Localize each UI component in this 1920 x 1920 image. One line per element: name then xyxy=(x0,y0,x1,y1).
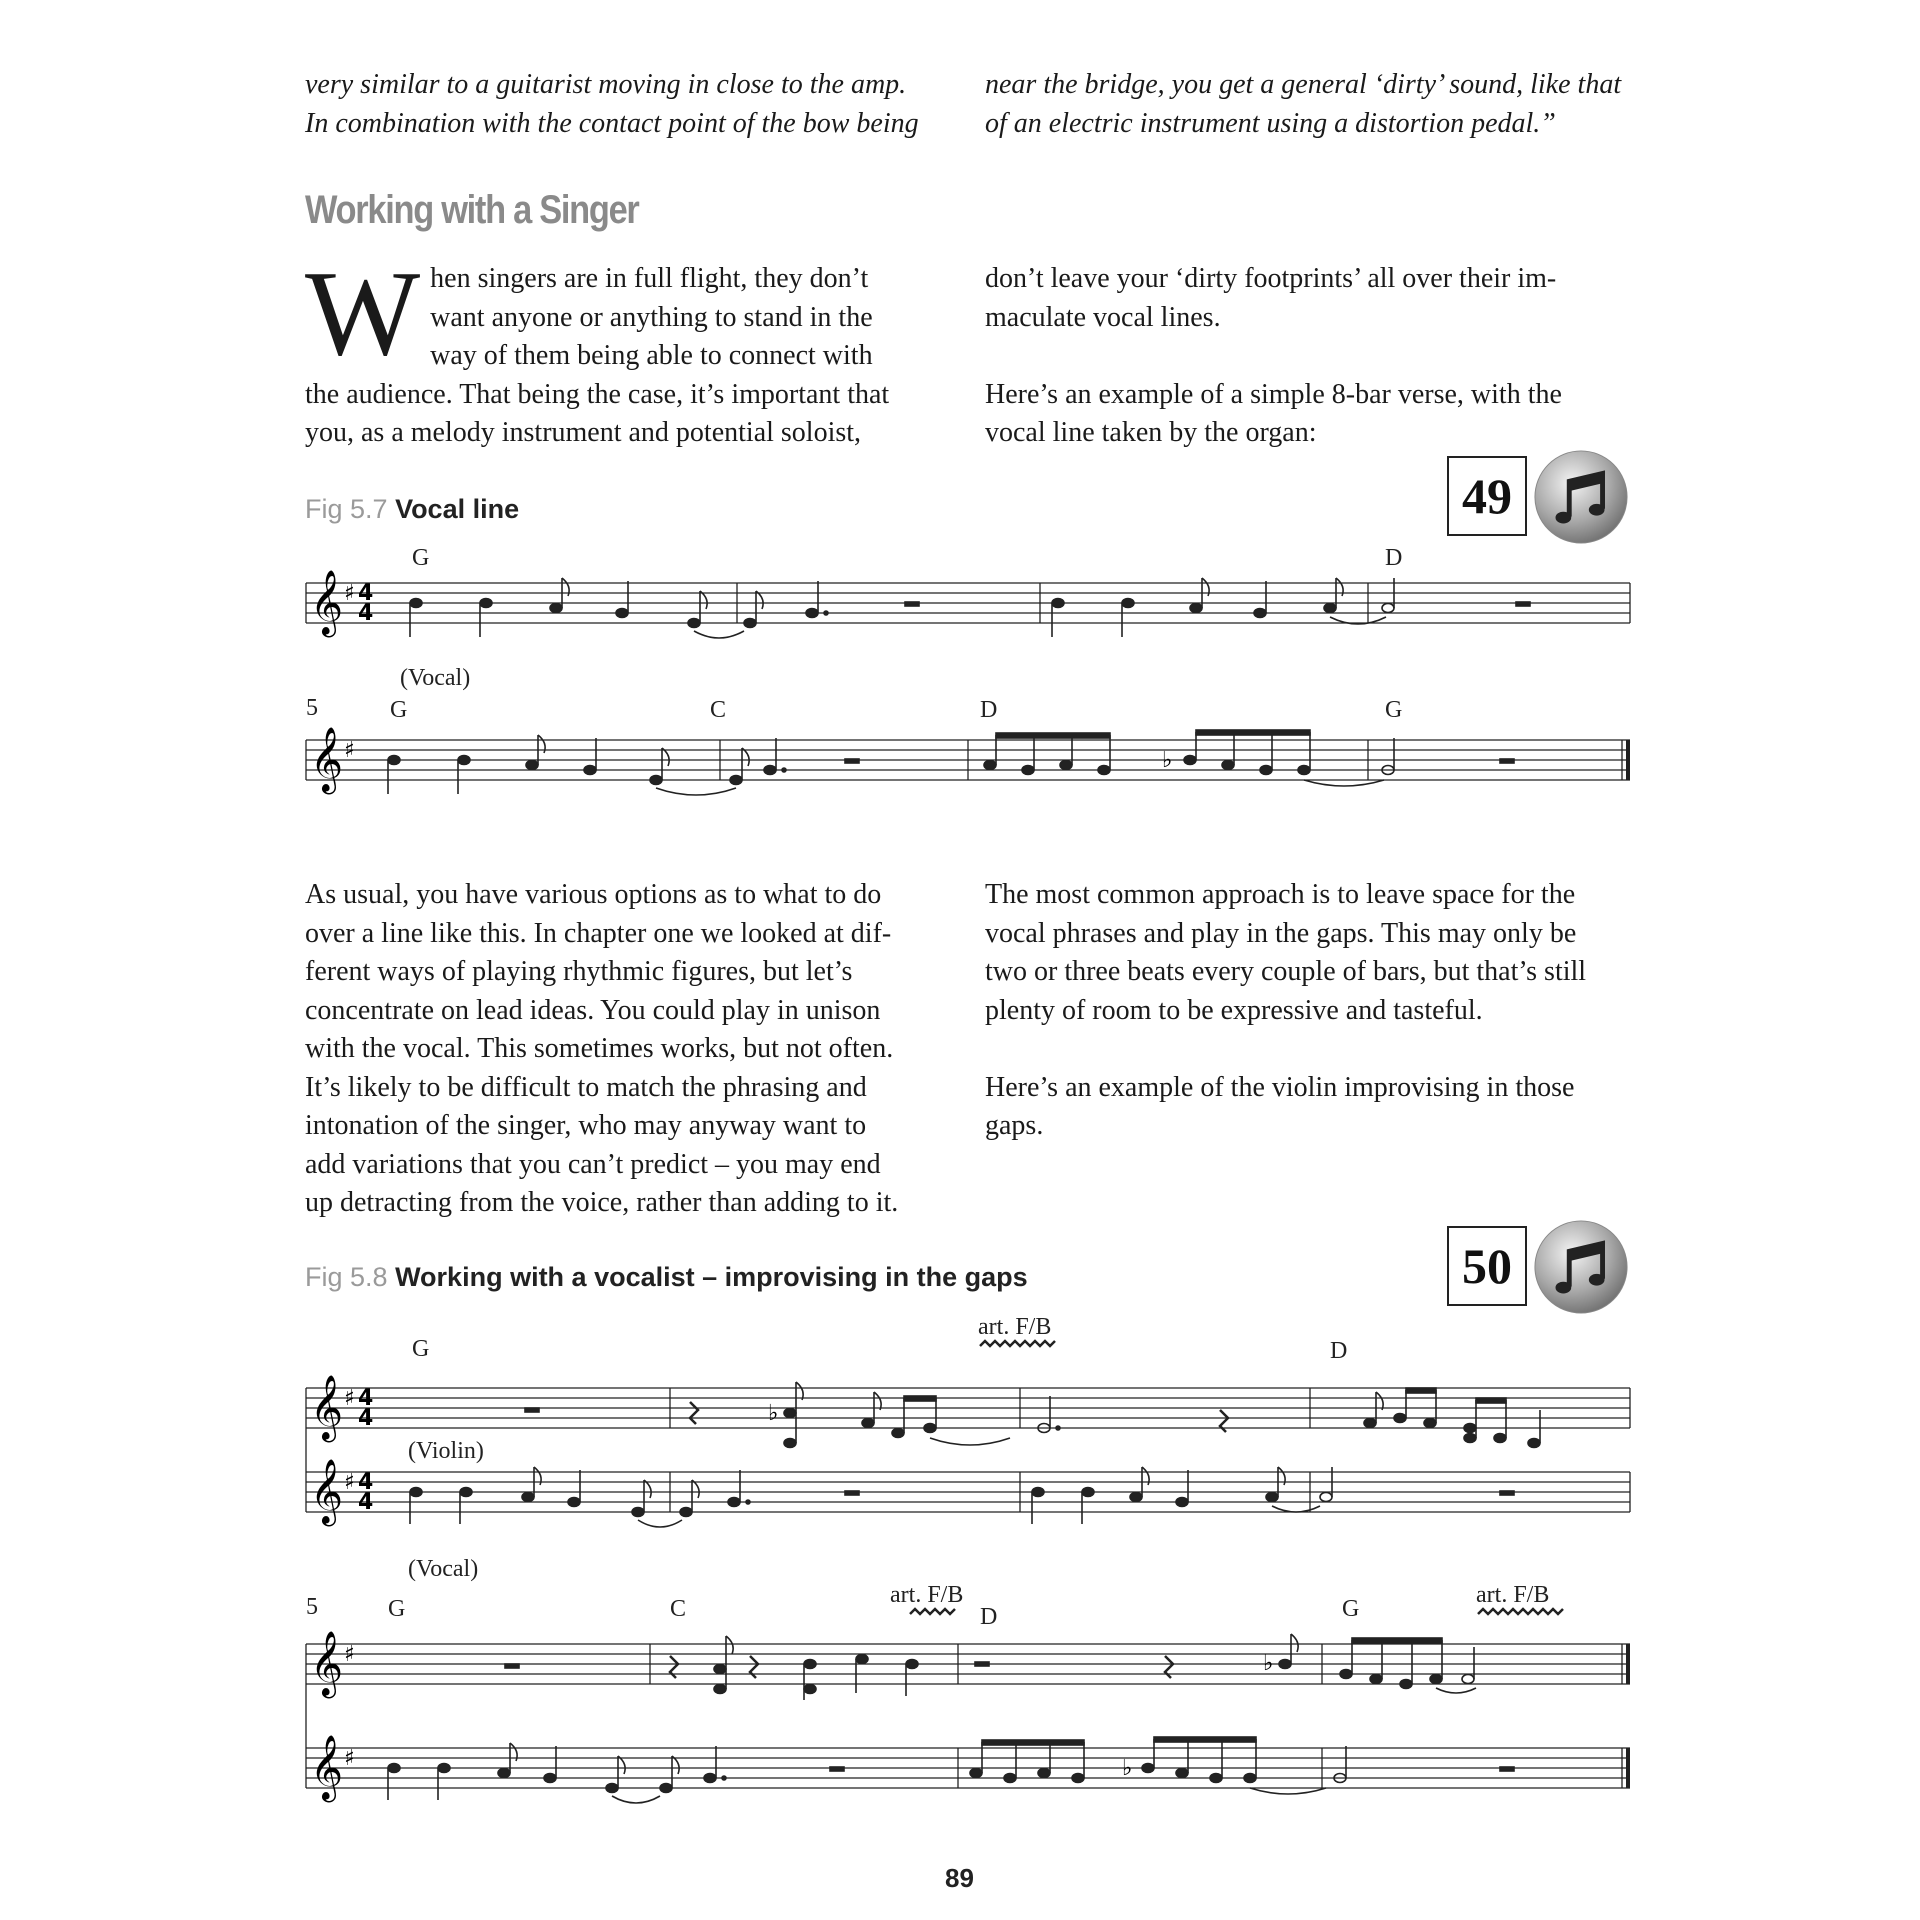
staff-lines xyxy=(306,740,1630,780)
body-left-column xyxy=(305,876,965,1223)
body-line: add variations that you can’t predict – you may end xyxy=(305,1148,881,1180)
articulation-label: art. F/B xyxy=(890,1582,964,1608)
fig-number: Fig 5.7 xyxy=(305,494,388,524)
intro-right-column xyxy=(985,260,1625,453)
track-number-49: 49 xyxy=(1447,456,1527,536)
quote-left xyxy=(305,66,945,143)
quote-line: near the bridge, you get a general ‘dirty’ sound, like that xyxy=(985,69,1622,100)
intro-line: Here’s an example of a simple 8-bar verse, with the xyxy=(985,378,1562,410)
sharp-icon: ♯ xyxy=(344,1470,355,1495)
chord-symbol: G xyxy=(412,1336,430,1362)
body-line: two or three beats every couple of bars, but that’s still xyxy=(985,956,1587,987)
measure-number: 5 xyxy=(306,1594,318,1620)
intro-line: vocal line taken by the organ: xyxy=(985,417,1317,448)
treble-clef-icon: 𝄞 xyxy=(310,1631,344,1696)
fig-5-7-notation xyxy=(300,545,1640,815)
sharp-icon: ♯ xyxy=(344,1386,355,1411)
body-right-column xyxy=(985,876,1645,1146)
notes-vocal-sys2 xyxy=(388,1737,1514,1803)
body-line: Here’s an example of the violin improvising in those xyxy=(985,1071,1575,1103)
fig-5-8-notation xyxy=(300,1310,1640,1820)
flat-icon: ♭ xyxy=(768,1401,779,1426)
intro-line: way of them being able to connect with xyxy=(430,340,873,371)
notes-row-1 xyxy=(410,578,1530,638)
treble-clef-icon: 𝄞 xyxy=(310,1375,344,1440)
vibrato-mark xyxy=(910,1609,955,1614)
body-line: It’s likely to be difficult to match the phrasing and xyxy=(305,1071,867,1103)
flat-icon: ♭ xyxy=(1162,748,1173,773)
quote-line: very similar to a guitarist moving in close to the amp. xyxy=(305,69,907,100)
body-line: gaps. xyxy=(985,1110,1044,1141)
fig-number: Fig 5.8 xyxy=(305,1262,388,1292)
body-line: vocal phrases and play in the gaps. This may only be xyxy=(985,917,1577,949)
fig-5-8-caption xyxy=(305,1262,1028,1293)
time-signature: 4 xyxy=(358,1386,374,1411)
staff-lines xyxy=(306,1388,1630,1512)
chord-symbol: D xyxy=(1385,545,1403,571)
chord-symbol: C xyxy=(710,697,727,723)
intro-line: don’t leave your ‘dirty footprints’ all over their im- xyxy=(985,263,1557,294)
notes-violin-sys1 xyxy=(525,1382,1540,1448)
body-line: intonation of the singer, who may anyway want to xyxy=(305,1110,867,1141)
intro-line: want anyone or anything to stand in the xyxy=(430,301,873,333)
track-number-50: 50 xyxy=(1447,1226,1527,1306)
flat-icon: ♭ xyxy=(1122,1756,1133,1781)
treble-clef-icon: 𝄞 xyxy=(310,1459,344,1524)
body-line: up detracting from the voice, rather than adding to it. xyxy=(305,1187,899,1218)
time-signature: 4 xyxy=(358,581,374,606)
treble-clef-icon: 𝄞 xyxy=(310,727,344,792)
quote-line: of an electric instrument using a distortion pedal.” xyxy=(985,107,1556,139)
drop-cap: W xyxy=(305,246,421,381)
section-heading: Working with a Singer xyxy=(305,188,639,232)
sharp-icon: ♯ xyxy=(344,1746,355,1771)
intro-left-column xyxy=(305,246,955,453)
chord-symbol: G xyxy=(1342,1596,1360,1622)
chord-symbol: G xyxy=(388,1596,406,1622)
chord-symbol: G xyxy=(390,697,408,723)
fig-title: Working with a vocalist – improvising in the gaps xyxy=(395,1262,1028,1292)
fig-title: Vocal line xyxy=(395,494,520,524)
time-signature: 4 xyxy=(358,1490,374,1515)
intro-line: hen singers are in full flight, they don’t xyxy=(430,263,869,294)
vibrato-mark xyxy=(1478,1609,1563,1614)
quote-right xyxy=(985,66,1625,143)
sharp-icon: ♯ xyxy=(344,581,355,606)
time-signature: 4 xyxy=(358,601,374,626)
sharp-icon: ♯ xyxy=(344,1642,355,1667)
chord-symbol: G xyxy=(412,545,430,571)
time-signature: 4 xyxy=(358,1470,374,1495)
chord-symbol: D xyxy=(980,1604,998,1630)
body-line: concentrate on lead ideas. You could play in unison xyxy=(305,994,881,1026)
body-line: As usual, you have various options as to what to do xyxy=(305,879,882,910)
violin-label: (Violin) xyxy=(408,1438,484,1464)
intro-line: the audience. That being the case, it’s important that xyxy=(305,378,890,410)
quote-line: In combination with the contact point of the bow being xyxy=(305,107,919,139)
flat-icon: ♭ xyxy=(1263,1651,1274,1676)
vocal-label: (Vocal) xyxy=(408,1556,479,1582)
staff-lines xyxy=(306,1472,1630,1512)
audio-cd-icon xyxy=(1532,1218,1630,1316)
body-line: over a line like this. In chapter one we looked at dif- xyxy=(305,917,892,949)
measure-number: 5 xyxy=(306,695,318,721)
vocal-label: (Vocal) xyxy=(400,665,471,691)
body-line: The most common approach is to leave space for the xyxy=(985,879,1576,910)
time-signature: 4 xyxy=(358,1406,374,1431)
notes-vocal-sys1 xyxy=(410,1467,1514,1527)
intro-line: you, as a melody instrument and potential soloist, xyxy=(305,417,862,448)
paragraph-gap xyxy=(985,337,1625,376)
intro-line: maculate vocal lines. xyxy=(985,301,1221,333)
chord-symbol: D xyxy=(980,697,998,723)
body-line: with the vocal. This sometimes works, but not often. xyxy=(305,1033,894,1064)
sharp-icon: ♯ xyxy=(344,738,355,763)
staff-lines xyxy=(306,583,1630,623)
treble-clef-icon: 𝄞 xyxy=(310,1735,344,1800)
page-number: 89 xyxy=(945,1863,974,1893)
chord-symbol: G xyxy=(1385,697,1403,723)
audio-cd-icon xyxy=(1532,448,1630,546)
body-line: plenty of room to be expressive and tasteful. xyxy=(985,994,1483,1026)
chord-symbol: D xyxy=(1330,1338,1348,1364)
paragraph-gap xyxy=(985,1030,1645,1069)
chord-symbol: C xyxy=(670,1596,687,1622)
fig-5-7-caption xyxy=(305,494,519,525)
articulation-label: art. F/B xyxy=(1476,1582,1550,1608)
vibrato-mark xyxy=(980,1341,1055,1346)
body-line: ferent ways of playing rhythmic figures, but let’s xyxy=(305,956,853,987)
treble-clef-icon: 𝄞 xyxy=(310,570,344,635)
articulation-label: art. F/B xyxy=(978,1314,1052,1340)
